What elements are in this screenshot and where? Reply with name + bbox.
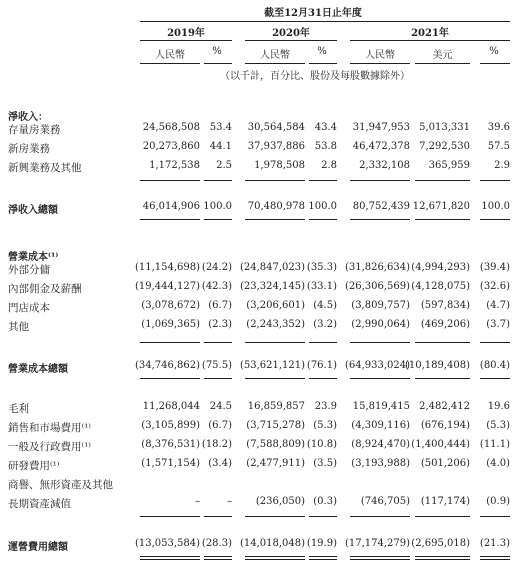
- total-rule: [350, 516, 410, 517]
- row-value: 2,482,412: [419, 401, 470, 412]
- row-value: (1,069,365): [141, 319, 200, 330]
- row-value: (2,477,911): [246, 458, 305, 469]
- row-value: (1,400,444): [411, 439, 470, 450]
- total-rule: [350, 180, 410, 181]
- col-pct-2019: %: [212, 46, 222, 57]
- row-value: (3.2): [313, 319, 337, 330]
- total-rule: [204, 180, 232, 181]
- total-rule: [204, 219, 232, 220]
- row-value: (469,206): [420, 319, 470, 330]
- row-label: 淨收入總額: [8, 205, 58, 216]
- total-rule: [140, 559, 200, 560]
- row-value: –: [195, 496, 200, 507]
- col-rule-pct-2021: [480, 63, 510, 64]
- row-value: 70,480,978: [247, 201, 305, 212]
- row-value: 7,292,530: [419, 141, 470, 152]
- row-value: 80,752,439: [352, 201, 410, 212]
- col-rule-rmb-2021: [350, 63, 410, 64]
- row-value: (5.3): [313, 420, 337, 431]
- total-rule: [415, 180, 470, 181]
- row-value: (597,834): [420, 300, 470, 311]
- row-value: (35.3): [306, 262, 337, 273]
- total-rule: [415, 342, 470, 343]
- row-label: 銷售和市場費用⁽¹⁾: [8, 422, 91, 434]
- total-rule: [309, 180, 337, 181]
- total-rule: [350, 559, 410, 560]
- row-value: –: [227, 496, 232, 507]
- total-rule: [480, 342, 510, 343]
- total-rule: [204, 516, 232, 517]
- row-value: (32.6): [479, 281, 510, 292]
- row-value: (117,174): [420, 496, 470, 507]
- row-value: (31,826,634): [344, 262, 410, 273]
- row-label: 一般及行政費用⁽¹⁾: [8, 441, 91, 453]
- total-rule: [480, 516, 510, 517]
- row-value: 12,671,820: [412, 201, 470, 212]
- col-rule-pct-2019: [204, 63, 232, 64]
- year-rule-2019: [140, 40, 232, 41]
- row-value: 24,568,508: [142, 122, 200, 133]
- row-value: 1,978,508: [254, 160, 305, 171]
- row-value: (7,588,809): [246, 439, 305, 450]
- total-rule: [204, 556, 232, 557]
- row-label: 長期資產減值: [8, 498, 71, 510]
- row-label: 新房業務: [8, 143, 50, 155]
- row-value: (676,194): [420, 420, 470, 431]
- total-rule: [480, 559, 510, 560]
- row-value: 39.6: [487, 122, 510, 133]
- row-value: 1,172,538: [149, 160, 200, 171]
- row-value: 100.0: [203, 201, 232, 212]
- row-label: 門店成本: [8, 302, 50, 314]
- row-value: (3,206,601): [246, 300, 305, 311]
- total-rule: [204, 378, 232, 379]
- row-value: (746,705): [360, 496, 410, 507]
- row-value: 100.0: [308, 201, 337, 212]
- year-2021: 2021年: [411, 28, 449, 39]
- row-value: (53,621,121): [239, 360, 305, 371]
- row-label: 存量房業務: [8, 124, 61, 136]
- total-rule: [245, 556, 305, 557]
- col-rmb-2021: 人民幣: [365, 50, 395, 61]
- row-value: (6.7): [208, 300, 232, 311]
- row-value: (75.5): [201, 360, 232, 371]
- total-rule: [480, 556, 510, 557]
- row-value: (4.0): [486, 458, 510, 469]
- row-value: (33.1): [306, 281, 337, 292]
- row-value: (80.4): [479, 360, 510, 371]
- row-value: (3,809,757): [351, 300, 410, 311]
- row-value: (4,128,075): [411, 281, 470, 292]
- row-value: 46,014,906: [142, 201, 200, 212]
- row-label: 營業成本總額: [8, 364, 68, 375]
- total-rule: [350, 342, 410, 343]
- year-2020: 2020年: [272, 28, 310, 39]
- row-value: (501,206): [420, 458, 470, 469]
- total-rule: [140, 556, 200, 557]
- row-value: (10,189,408): [404, 360, 470, 371]
- row-value: 2.9: [494, 160, 510, 171]
- row-value: 46,472,378: [352, 141, 410, 152]
- row-value: 24.5: [209, 401, 232, 412]
- col-pct-2020: %: [317, 46, 327, 57]
- row-value: (14,018,048): [239, 538, 305, 549]
- row-value: 23.9: [314, 401, 337, 412]
- row-value: 20,273,860: [142, 141, 200, 152]
- row-value: (1,571,154): [141, 458, 200, 469]
- total-rule: [140, 378, 200, 379]
- row-label: 商譽、無形資產及其他: [8, 479, 113, 491]
- row-value: (13,053,584): [134, 538, 200, 549]
- row-value: (8,376,531): [141, 439, 200, 450]
- row-value: (6.7): [208, 420, 232, 431]
- total-rule: [309, 378, 337, 379]
- row-value: (3,105,899): [141, 420, 200, 431]
- row-value: 5,013,331: [419, 122, 470, 133]
- total-rule: [309, 556, 337, 557]
- row-value: (2,990,064): [351, 319, 410, 330]
- row-value: (3,078,672): [141, 300, 200, 311]
- row-value: (17,174,279): [344, 538, 410, 549]
- row-value: (64,933,024): [344, 360, 410, 371]
- row-value: (42.3): [201, 281, 232, 292]
- row-value: (3.7): [486, 319, 510, 330]
- row-value: 30,564,584: [247, 122, 305, 133]
- row-label: 其他: [8, 321, 29, 333]
- row-label: 新興業務及其他: [8, 162, 82, 174]
- year-rule-2021: [350, 40, 510, 41]
- row-value: (3,193,988): [351, 458, 410, 469]
- row-value: 31,947,953: [352, 122, 410, 133]
- row-value: 57.5: [487, 141, 510, 152]
- row-value: 43.4: [314, 122, 337, 133]
- row-value: (11.1): [479, 439, 510, 450]
- row-value: (4,309,116): [351, 420, 410, 431]
- row-value: 365,959: [428, 160, 470, 171]
- row-label: 外部分傭: [8, 264, 50, 276]
- row-value: 53.8: [314, 141, 337, 152]
- row-value: (76.1): [306, 360, 337, 371]
- total-rule: [350, 219, 410, 220]
- total-rule: [309, 516, 337, 517]
- total-rule: [309, 559, 337, 560]
- row-value: 11,268,044: [142, 401, 200, 412]
- total-rule: [140, 219, 200, 220]
- row-value: (21.3): [479, 538, 510, 549]
- year-rule-2020: [245, 40, 337, 41]
- total-rule: [480, 180, 510, 181]
- year-2019: 2019年: [167, 28, 205, 39]
- row-value: 16,859,857: [247, 401, 305, 412]
- col-rule-rmb-2020: [245, 63, 305, 64]
- row-label: 運營費用總額: [8, 542, 68, 553]
- total-rule: [140, 342, 200, 343]
- total-rule: [415, 378, 470, 379]
- row-value: (3.4): [208, 458, 232, 469]
- row-value: (24.2): [201, 262, 232, 273]
- row-label: 研發費用⁽¹⁾: [8, 460, 60, 472]
- row-value: 44.1: [209, 141, 232, 152]
- total-rule: [415, 516, 470, 517]
- col-rule-pct-2020: [309, 63, 337, 64]
- col-rmb-2020: 人民幣: [260, 50, 290, 61]
- row-value: (4,994,293): [411, 262, 470, 273]
- total-rule: [245, 180, 305, 181]
- row-value: (4.7): [486, 300, 510, 311]
- row-value: 15,819,415: [352, 401, 410, 412]
- col-usd-2021: 美元: [432, 50, 453, 61]
- row-value: (0.3): [313, 496, 337, 507]
- section-net-revenue: 淨收入：: [8, 112, 48, 123]
- total-rule: [415, 559, 470, 560]
- total-rule: [140, 516, 200, 517]
- row-value: (19.9): [306, 538, 337, 549]
- total-rule: [309, 342, 337, 343]
- row-value: (236,050): [255, 496, 305, 507]
- row-value: (26,306,569): [344, 281, 410, 292]
- row-value: (18.2): [201, 439, 232, 450]
- total-rule: [309, 219, 337, 220]
- total-rule: [204, 342, 232, 343]
- units-note: （以千計，百分比、股份及每股數據除外）: [220, 71, 410, 82]
- period-header: 截至12月31日止年度: [264, 8, 362, 19]
- row-value: 2.8: [321, 160, 337, 171]
- row-value: (5.3): [486, 420, 510, 431]
- row-value: (2,243,352): [246, 319, 305, 330]
- col-rule-rmb-2019: [140, 63, 200, 64]
- total-rule: [245, 219, 305, 220]
- col-rule-usd-2021: [415, 63, 470, 64]
- total-rule: [140, 180, 200, 181]
- row-label: 毛利: [8, 403, 29, 415]
- row-value: (0.9): [486, 496, 510, 507]
- row-value: 2,332,108: [359, 160, 410, 171]
- section-cost-of-revenue: 營業成本⁽¹⁾: [8, 252, 59, 263]
- row-value: (23,324,145): [239, 281, 305, 292]
- row-value: (19,444,127): [134, 281, 200, 292]
- row-value: (28.3): [201, 538, 232, 549]
- row-value: 100.0: [481, 201, 510, 212]
- total-rule: [245, 342, 305, 343]
- total-rule: [415, 556, 470, 557]
- total-rule: [204, 559, 232, 560]
- row-label: 內部佣金及薪酬: [8, 283, 82, 295]
- header-rule: [140, 21, 510, 22]
- row-value: (2.3): [208, 319, 232, 330]
- row-value: (24,847,023): [239, 262, 305, 273]
- row-value: 19.6: [487, 401, 510, 412]
- row-value: (34,746,862): [134, 360, 200, 371]
- total-rule: [245, 378, 305, 379]
- row-value: (2,695,018): [411, 538, 470, 549]
- row-value: (4.5): [313, 300, 337, 311]
- row-value: 2.5: [216, 160, 232, 171]
- col-pct-2021: %: [489, 46, 499, 57]
- total-rule: [245, 559, 305, 560]
- total-rule: [415, 219, 470, 220]
- total-rule: [480, 219, 510, 220]
- total-rule: [350, 378, 410, 379]
- row-value: (3,715,278): [246, 420, 305, 431]
- row-value: (3.5): [313, 458, 337, 469]
- row-value: 53.4: [209, 122, 232, 133]
- total-rule: [350, 556, 410, 557]
- row-value: (8,924,470): [351, 439, 410, 450]
- row-value: (11,154,698): [134, 262, 200, 273]
- row-value: 37,937,886: [247, 141, 305, 152]
- total-rule: [480, 378, 510, 379]
- col-rmb-2019: 人民幣: [155, 50, 185, 61]
- row-value: (10.8): [306, 439, 337, 450]
- total-rule: [245, 516, 305, 517]
- row-value: (39.4): [479, 262, 510, 273]
